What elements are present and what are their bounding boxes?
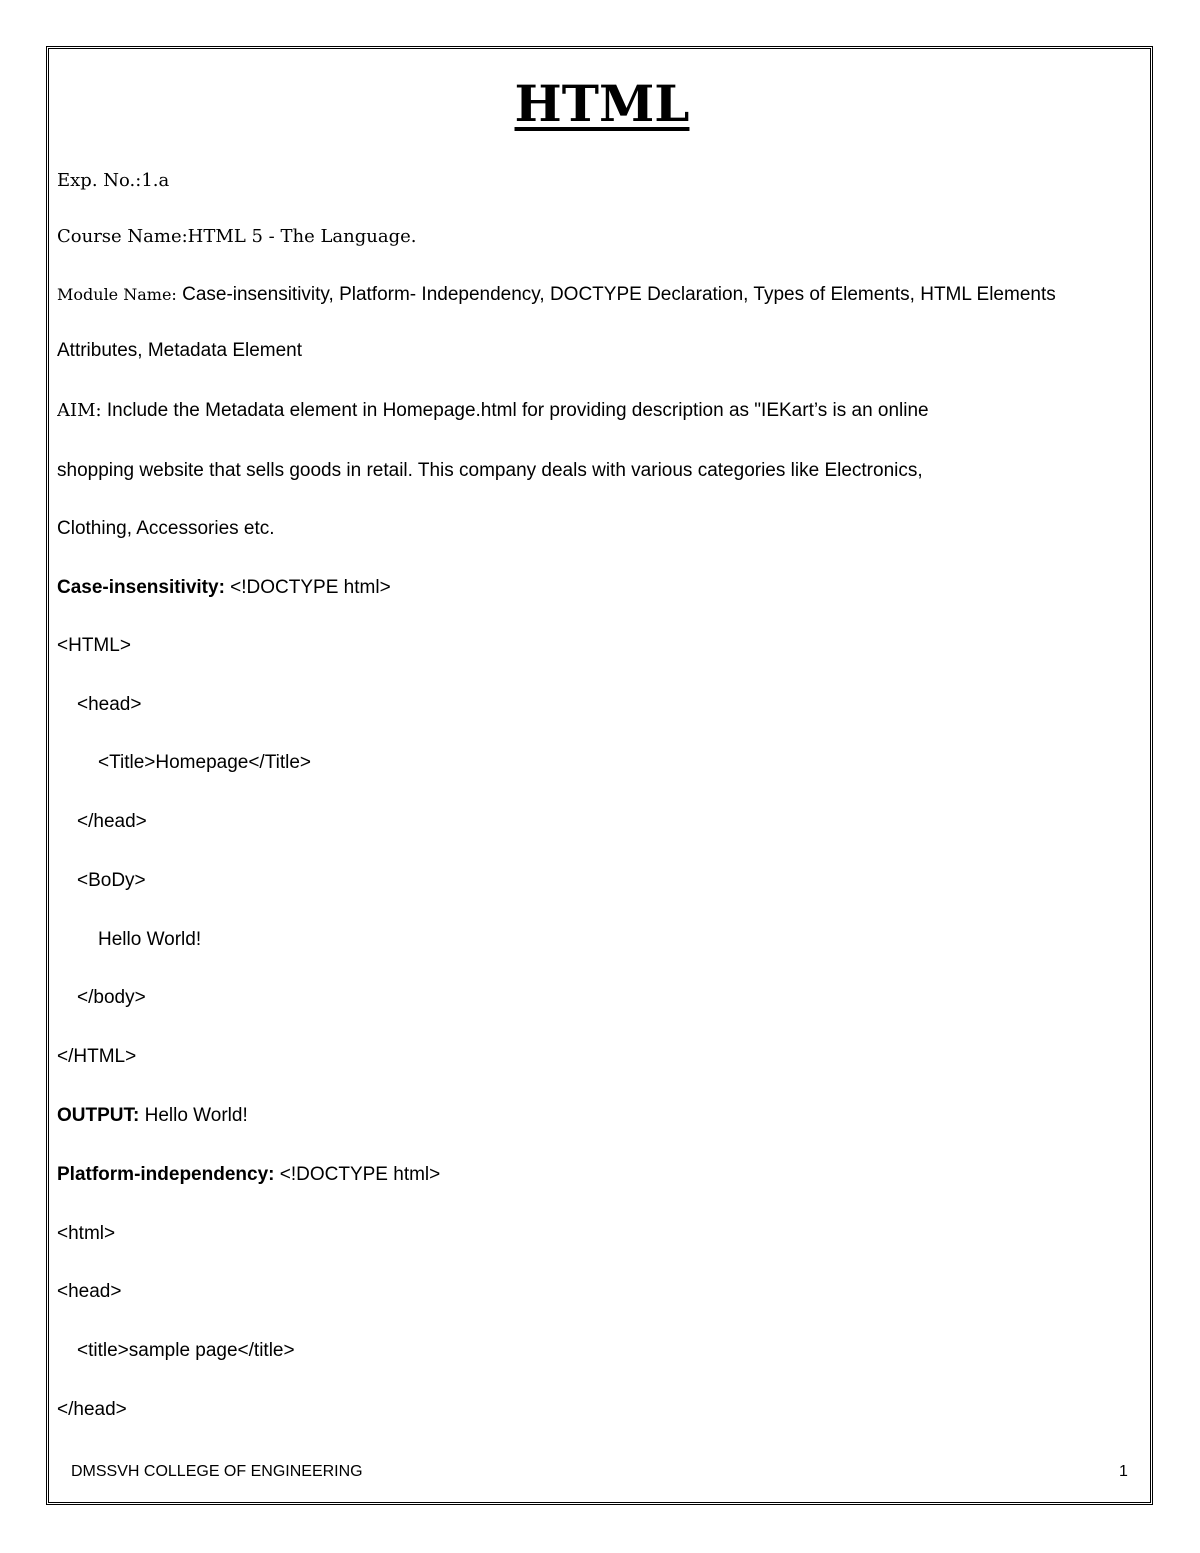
code-line: <head>: [57, 1281, 122, 1302]
output-label: OUTPUT:: [57, 1105, 140, 1126]
module-continuation: Attributes, Metadata Element: [57, 340, 303, 361]
code-line: <Title>Homepage</Title>: [98, 752, 311, 773]
page-title: HTML: [514, 74, 690, 133]
aim-line-3: Clothing, Accessories etc.: [57, 518, 275, 539]
code-line: <BoDy>: [77, 870, 146, 891]
platform-doctype: <!DOCTYPE html>: [274, 1164, 441, 1185]
module-text: Case-insensitivity, Platform- Independency, DOCTYPE Declaration, Types of Elements, HTML Elements: [176, 284, 1056, 305]
aim-text: Include the Metadata element in Homepage.html for providing description as "IEKart’s is an online: [101, 400, 929, 421]
footer-page-number: 1: [1119, 1463, 1128, 1480]
code-line: </HTML>: [57, 1046, 137, 1067]
aim-line-2: shopping website that sells goods in retail. This company deals with various categories like Electronics,: [57, 460, 923, 481]
code-line: <html>: [57, 1223, 116, 1244]
code-line: <head>: [77, 694, 142, 715]
footer-college: DMSSVH COLLEGE OF ENGINEERING: [71, 1463, 363, 1480]
code-line: </body>: [77, 987, 146, 1008]
code-line: <HTML>: [57, 635, 131, 656]
code-line: Hello World!: [98, 929, 202, 950]
module-label: Module Name:: [57, 285, 177, 304]
case-insensitivity-heading: [57, 577, 1149, 599]
case-doctype: <!DOCTYPE html>: [224, 577, 391, 598]
code-line: </head>: [57, 1399, 127, 1420]
aim-line-1: [57, 400, 1149, 422]
module-name: [57, 284, 1149, 306]
aim-label: AIM:: [57, 400, 102, 421]
platform-label: Platform-independency:: [57, 1164, 275, 1185]
exp-number: Exp. No.:1.a: [57, 170, 170, 191]
platform-independency-heading: [57, 1164, 1149, 1186]
course-name: Course Name:HTML 5 - The Language.: [57, 226, 417, 247]
case-label: Case-insensitivity:: [57, 577, 225, 598]
output-line: [57, 1105, 1149, 1127]
code-line: </head>: [77, 811, 147, 832]
output-text: Hello World!: [139, 1105, 248, 1126]
code-line: <title>sample page</title>: [77, 1340, 295, 1361]
